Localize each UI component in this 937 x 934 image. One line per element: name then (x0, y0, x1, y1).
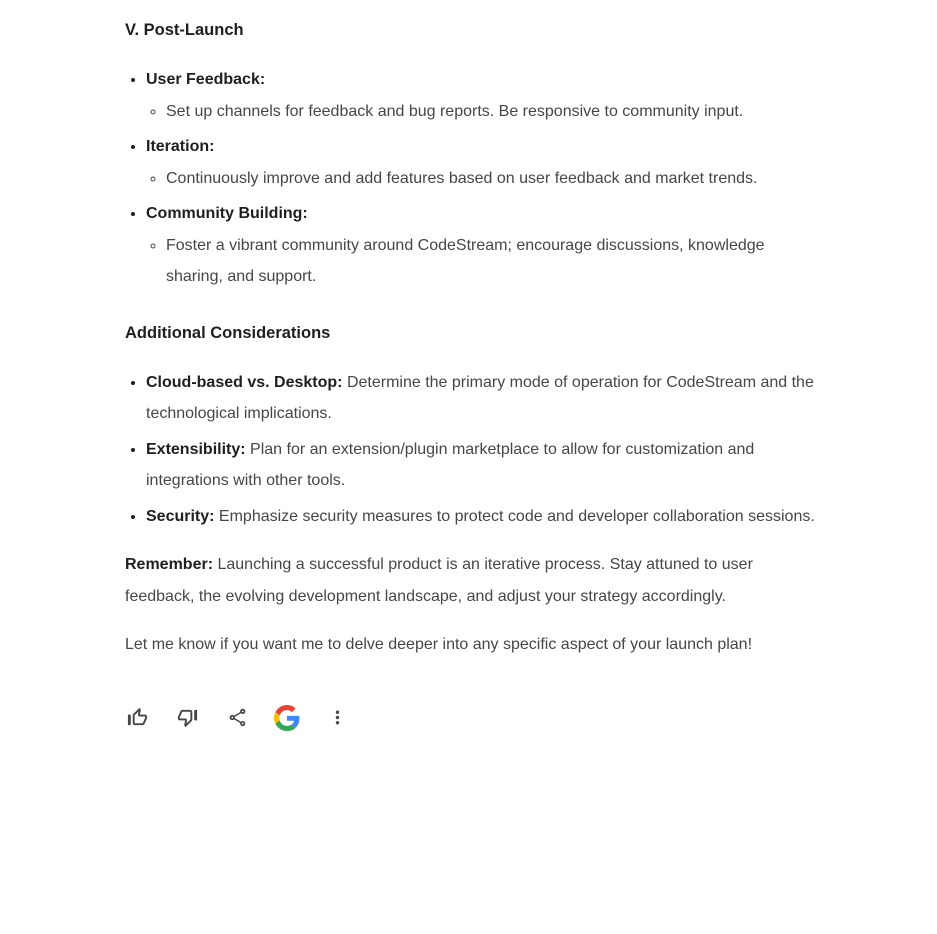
google-button[interactable] (275, 706, 299, 730)
list-item-text: Determine the primary mode of operation for CodeStream and the technological implications. (146, 373, 814, 422)
thumbs-up-icon (126, 706, 149, 729)
remember-text: Launching a successful product is an iterative process. Stay attuned to user feedback, the evolving development landscape, and adjust your strategy accordingly. (125, 556, 753, 605)
list-item-cloud-vs-desktop (146, 367, 817, 430)
section-heading-post-launch: V. Post-Launch (125, 21, 244, 39)
list-item-iteration (146, 131, 817, 194)
list-item-text: Plan for an extension/plugin marketplace to allow for customization and integrations with other tools. (146, 440, 755, 489)
additional-considerations-list (125, 367, 817, 533)
sub-list (146, 163, 817, 195)
thumbs-up-button[interactable] (125, 706, 149, 730)
post-launch-list (125, 64, 817, 293)
list-item-extensibility (146, 434, 817, 497)
share-button[interactable] (225, 706, 249, 730)
list-item-label: Security: (146, 507, 215, 525)
google-g-icon (274, 705, 300, 731)
list-item-label: User Feedback: (146, 71, 266, 88)
list-item-label: Community Building: (146, 205, 308, 222)
more-options-button[interactable] (325, 706, 349, 730)
sub-list-item: ◦ Set up channels for feedback and bug reports. Be responsive to community input. (166, 96, 817, 128)
response-action-bar (125, 706, 817, 730)
closing-paragraph: Let me know if you want me to delve deeper into any specific aspect of your launch plan! (125, 636, 753, 653)
list-item-label: Cloud-based vs. Desktop: (146, 373, 343, 391)
remember-paragraph (125, 549, 817, 612)
thumbs-down-button[interactable] (175, 706, 199, 730)
list-item-label: Extensibility: (146, 440, 246, 458)
sub-list-item: ◦ Foster a vibrant community around CodeStream; encourage discussions, knowledge sharing, and support. (166, 230, 817, 293)
list-item-label: Iteration: (146, 138, 215, 155)
list-item-user-feedback (146, 64, 817, 127)
sub-list (146, 230, 817, 293)
assistant-message (125, 18, 817, 730)
list-item-security (146, 501, 817, 533)
list-item-text: Emphasize security measures to protect code and developer collaboration sessions. (218, 507, 815, 525)
list-item-community-building (146, 198, 817, 293)
share-icon (227, 707, 248, 728)
sub-list (146, 96, 817, 128)
more-vert-icon (327, 707, 348, 728)
section-heading-additional-considerations: Additional Considerations (125, 323, 331, 342)
remember-label: Remember: (125, 556, 214, 573)
sub-list-item: ◦ Continuously improve and add features based on user feedback and market trends. (166, 163, 817, 195)
thumbs-down-icon (176, 706, 199, 729)
